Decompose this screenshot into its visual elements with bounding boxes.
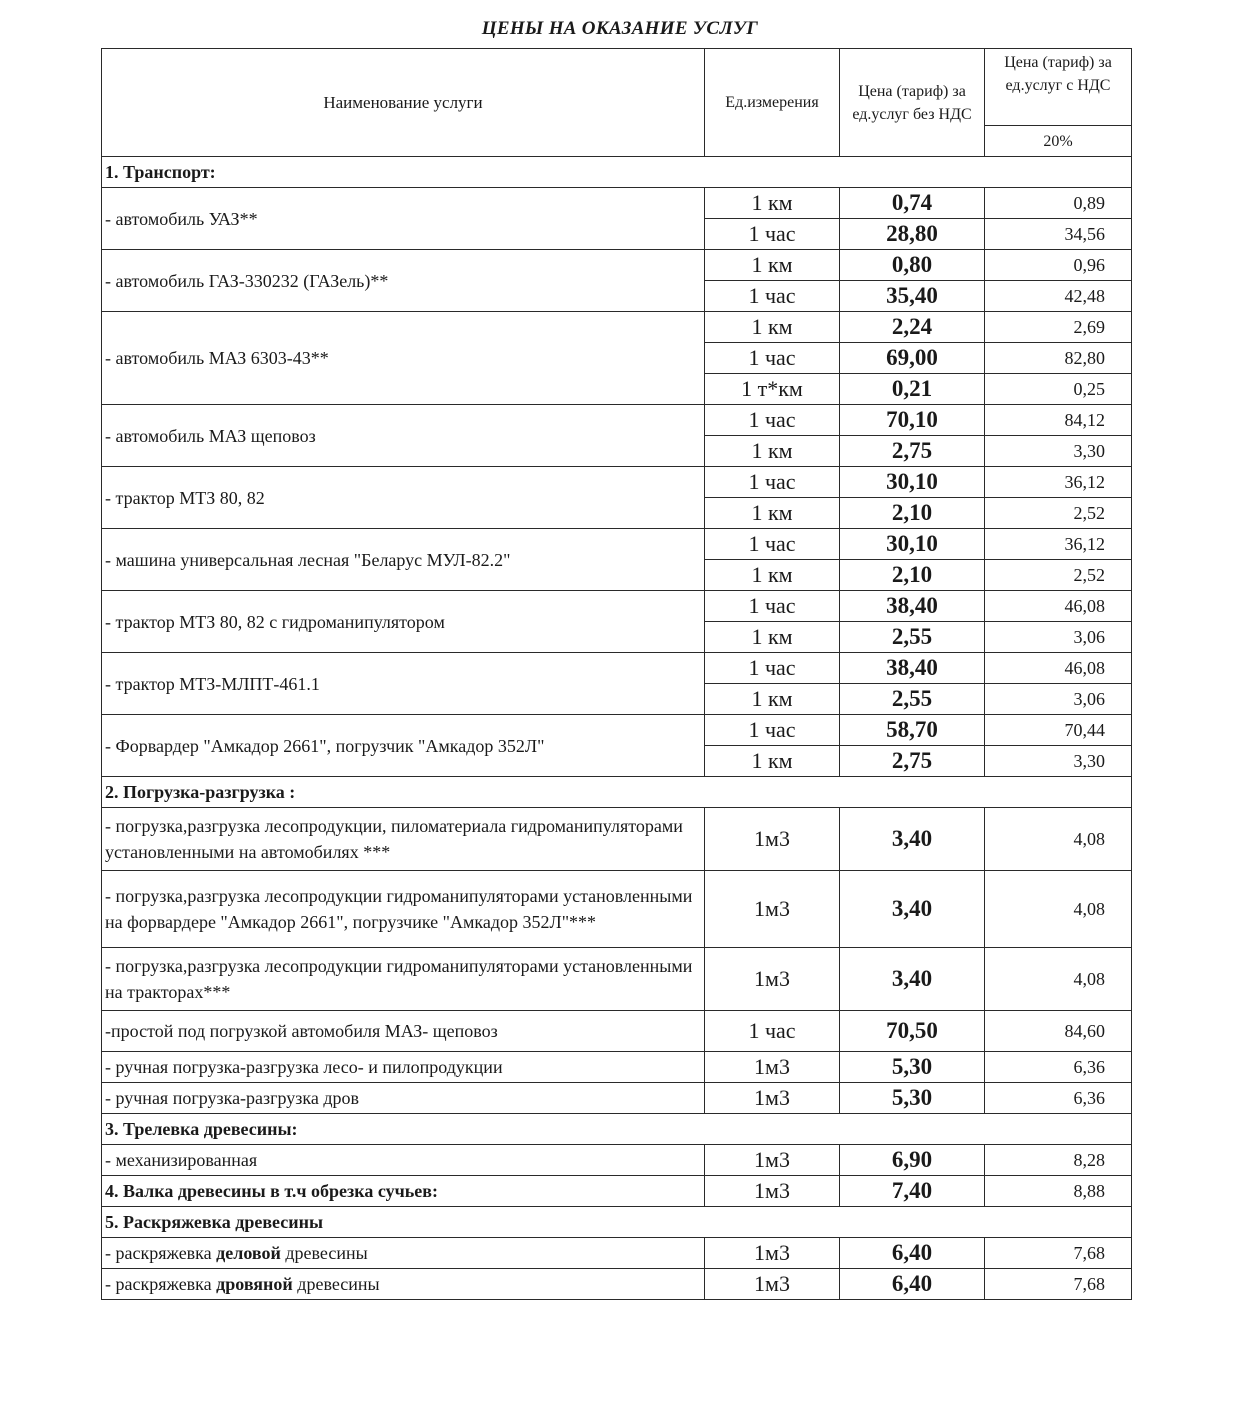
service-name: - автомобиль МАЗ 6303-43** — [102, 312, 705, 405]
name-bold-part: дровяной — [216, 1274, 293, 1294]
unit-cell: 1 час — [705, 219, 840, 250]
table-row — [102, 188, 1132, 219]
section-title: 4. Валка древесины в т.ч обрезка сучьев: — [102, 1176, 705, 1207]
price-cell: 0,21 — [840, 374, 985, 405]
unit-cell: 1 км — [705, 746, 840, 777]
name-part: древесины — [280, 1243, 368, 1263]
price-cell: 35,40 — [840, 281, 985, 312]
price-cell: 38,40 — [840, 591, 985, 622]
service-name: - трактор МТЗ-МЛПТ-461.1 — [102, 653, 705, 715]
price-cell: 3,40 — [840, 948, 985, 1011]
price-cell: 5,30 — [840, 1083, 985, 1114]
price-cell: 70,50 — [840, 1011, 985, 1052]
header-name: Наименование услуги — [102, 49, 705, 157]
price-vat-cell: 2,52 — [985, 498, 1132, 529]
price-vat-cell: 4,08 — [985, 871, 1132, 948]
price-cell: 0,74 — [840, 188, 985, 219]
price-vat-cell: 3,30 — [985, 746, 1132, 777]
price-cell: 2,55 — [840, 684, 985, 715]
price-vat-cell: 2,52 — [985, 560, 1132, 591]
unit-cell: 1 км — [705, 250, 840, 281]
unit-cell: 1 км — [705, 188, 840, 219]
price-cell: 5,30 — [840, 1052, 985, 1083]
service-name: - погрузка,разгрузка лесопродукции гидроманипуляторами установленными на форвардере "Амкадор 2661", погрузчике "Амкадор 352Л"*** — [102, 871, 705, 948]
price-vat-cell: 8,28 — [985, 1145, 1132, 1176]
name-part: древесины — [292, 1274, 380, 1294]
service-name: - погрузка,разгрузка лесопродукции гидроманипуляторами установленными на тракторах*** — [102, 948, 705, 1011]
unit-cell: 1 час — [705, 715, 840, 746]
table-row — [102, 405, 1132, 436]
table-row — [102, 653, 1132, 684]
unit-cell: 1 км — [705, 498, 840, 529]
table-row — [102, 467, 1132, 498]
table-row — [102, 1052, 1132, 1083]
service-name — [102, 1269, 705, 1300]
price-vat-cell: 84,12 — [985, 405, 1132, 436]
service-name: - Форвардер "Амкадор 2661", погрузчик "Амкадор 352Л" — [102, 715, 705, 777]
section-row — [102, 777, 1132, 808]
price-cell: 30,10 — [840, 529, 985, 560]
service-name: -простой под погрузкой автомобиля МАЗ- щеповоз — [102, 1011, 705, 1052]
unit-cell: 1 т*км — [705, 374, 840, 405]
table-row — [102, 871, 1132, 948]
price-cell: 6,40 — [840, 1238, 985, 1269]
table-row — [102, 808, 1132, 871]
service-name: - машина универсальная лесная "Беларус МУЛ-82.2" — [102, 529, 705, 591]
price-vat-cell: 36,12 — [985, 467, 1132, 498]
service-name: - трактор МТЗ 80, 82 — [102, 467, 705, 529]
price-vat-cell: 84,60 — [985, 1011, 1132, 1052]
header-vat-rate: 20% — [985, 126, 1132, 157]
unit-cell: 1 час — [705, 343, 840, 374]
price-cell: 3,40 — [840, 808, 985, 871]
unit-cell: 1 час — [705, 281, 840, 312]
header-price-vat: Цена (тариф) за ед.услуг с НДС — [985, 49, 1132, 126]
price-vat-cell: 82,80 — [985, 343, 1132, 374]
unit-cell: 1 час — [705, 529, 840, 560]
table-row — [102, 529, 1132, 560]
unit-cell: 1м3 — [705, 1052, 840, 1083]
unit-cell: 1 час — [705, 591, 840, 622]
unit-cell: 1 км — [705, 436, 840, 467]
name-part: - раскряжевка — [105, 1243, 217, 1263]
price-cell: 2,10 — [840, 560, 985, 591]
price-vat-cell: 6,36 — [985, 1052, 1132, 1083]
service-name: - механизированная — [102, 1145, 705, 1176]
section-row — [102, 157, 1132, 188]
price-vat-cell: 3,06 — [985, 622, 1132, 653]
service-name: - автомобиль УАЗ** — [102, 188, 705, 250]
price-vat-cell: 7,68 — [985, 1238, 1132, 1269]
price-vat-cell: 0,89 — [985, 188, 1132, 219]
table-row — [102, 1238, 1132, 1269]
price-vat-cell: 36,12 — [985, 529, 1132, 560]
unit-cell: 1м3 — [705, 1083, 840, 1114]
service-name: - ручная погрузка-разгрузка лесо- и пилопродукции — [102, 1052, 705, 1083]
price-cell: 2,55 — [840, 622, 985, 653]
price-cell: 2,10 — [840, 498, 985, 529]
unit-cell: 1 час — [705, 467, 840, 498]
section-row — [102, 1114, 1132, 1145]
price-cell: 6,90 — [840, 1145, 985, 1176]
section-title: 3. Трелевка древесины: — [102, 1114, 1132, 1145]
table-row — [102, 1269, 1132, 1300]
price-vat-cell: 42,48 — [985, 281, 1132, 312]
price-vat-cell: 46,08 — [985, 591, 1132, 622]
unit-cell: 1м3 — [705, 948, 840, 1011]
price-vat-cell: 3,06 — [985, 684, 1132, 715]
price-vat-cell: 34,56 — [985, 219, 1132, 250]
price-vat-cell: 2,69 — [985, 312, 1132, 343]
table-row — [102, 591, 1132, 622]
price-cell: 6,40 — [840, 1269, 985, 1300]
unit-cell: 1 час — [705, 405, 840, 436]
section-title: 2. Погрузка-разгрузка : — [102, 777, 1132, 808]
price-cell: 70,10 — [840, 405, 985, 436]
table-row — [102, 715, 1132, 746]
price-cell: 30,10 — [840, 467, 985, 498]
unit-cell: 1 час — [705, 1011, 840, 1052]
price-vat-cell: 3,30 — [985, 436, 1132, 467]
unit-cell: 1м3 — [705, 808, 840, 871]
price-vat-cell: 4,08 — [985, 948, 1132, 1011]
price-vat-cell: 0,25 — [985, 374, 1132, 405]
price-cell: 58,70 — [840, 715, 985, 746]
price-vat-cell: 4,08 — [985, 808, 1132, 871]
unit-cell: 1 км — [705, 622, 840, 653]
price-vat-cell: 7,68 — [985, 1269, 1132, 1300]
table-row — [102, 1083, 1132, 1114]
price-vat-cell: 70,44 — [985, 715, 1132, 746]
name-part: - раскряжевка — [105, 1274, 217, 1294]
price-cell: 2,24 — [840, 312, 985, 343]
price-vat-cell: 8,88 — [985, 1176, 1132, 1207]
price-cell: 28,80 — [840, 219, 985, 250]
service-name — [102, 1238, 705, 1269]
price-vat-cell: 6,36 — [985, 1083, 1132, 1114]
price-cell: 2,75 — [840, 746, 985, 777]
section-row — [102, 1207, 1132, 1238]
price-table — [101, 48, 1132, 1300]
header-row — [102, 49, 1132, 126]
page-title: ЦЕНЫ НА ОКАЗАНИЕ УСЛУГ — [481, 18, 759, 39]
price-cell: 38,40 — [840, 653, 985, 684]
service-name: - автомобиль ГАЗ-330232 (ГАЗель)** — [102, 250, 705, 312]
unit-cell: 1 час — [705, 653, 840, 684]
name-bold-part: деловой — [216, 1243, 281, 1263]
price-vat-cell: 0,96 — [985, 250, 1132, 281]
unit-cell: 1м3 — [705, 871, 840, 948]
price-cell: 3,40 — [840, 871, 985, 948]
price-cell: 69,00 — [840, 343, 985, 374]
table-row — [102, 948, 1132, 1011]
price-cell: 0,80 — [840, 250, 985, 281]
table-row — [102, 312, 1132, 343]
header-unit: Ед.измерения — [705, 49, 840, 157]
unit-cell: 1м3 — [705, 1238, 840, 1269]
unit-cell: 1м3 — [705, 1269, 840, 1300]
price-cell: 7,40 — [840, 1176, 985, 1207]
price-cell: 2,75 — [840, 436, 985, 467]
service-name: - ручная погрузка-разгрузка дров — [102, 1083, 705, 1114]
unit-cell: 1 км — [705, 312, 840, 343]
unit-cell: 1м3 — [705, 1145, 840, 1176]
price-vat-cell: 46,08 — [985, 653, 1132, 684]
section-title: 1. Транспорт: — [102, 157, 1132, 188]
service-name: - автомобиль МАЗ щеповоз — [102, 405, 705, 467]
unit-cell: 1 км — [705, 684, 840, 715]
table-row — [102, 1145, 1132, 1176]
section-title: 5. Раскряжевка древесины — [102, 1207, 1132, 1238]
header-price: Цена (тариф) за ед.услуг без НДС — [840, 49, 985, 157]
table-row — [102, 1011, 1132, 1052]
table-row — [102, 250, 1132, 281]
service-name: - трактор МТЗ 80, 82 с гидроманипулятором — [102, 591, 705, 653]
unit-cell: 1 км — [705, 560, 840, 591]
table-row — [102, 1176, 1132, 1207]
unit-cell: 1м3 — [705, 1176, 840, 1207]
service-name: - погрузка,разгрузка лесопродукции, пиломатериала гидроманипуляторами установленными на автомобилях *** — [102, 808, 705, 871]
